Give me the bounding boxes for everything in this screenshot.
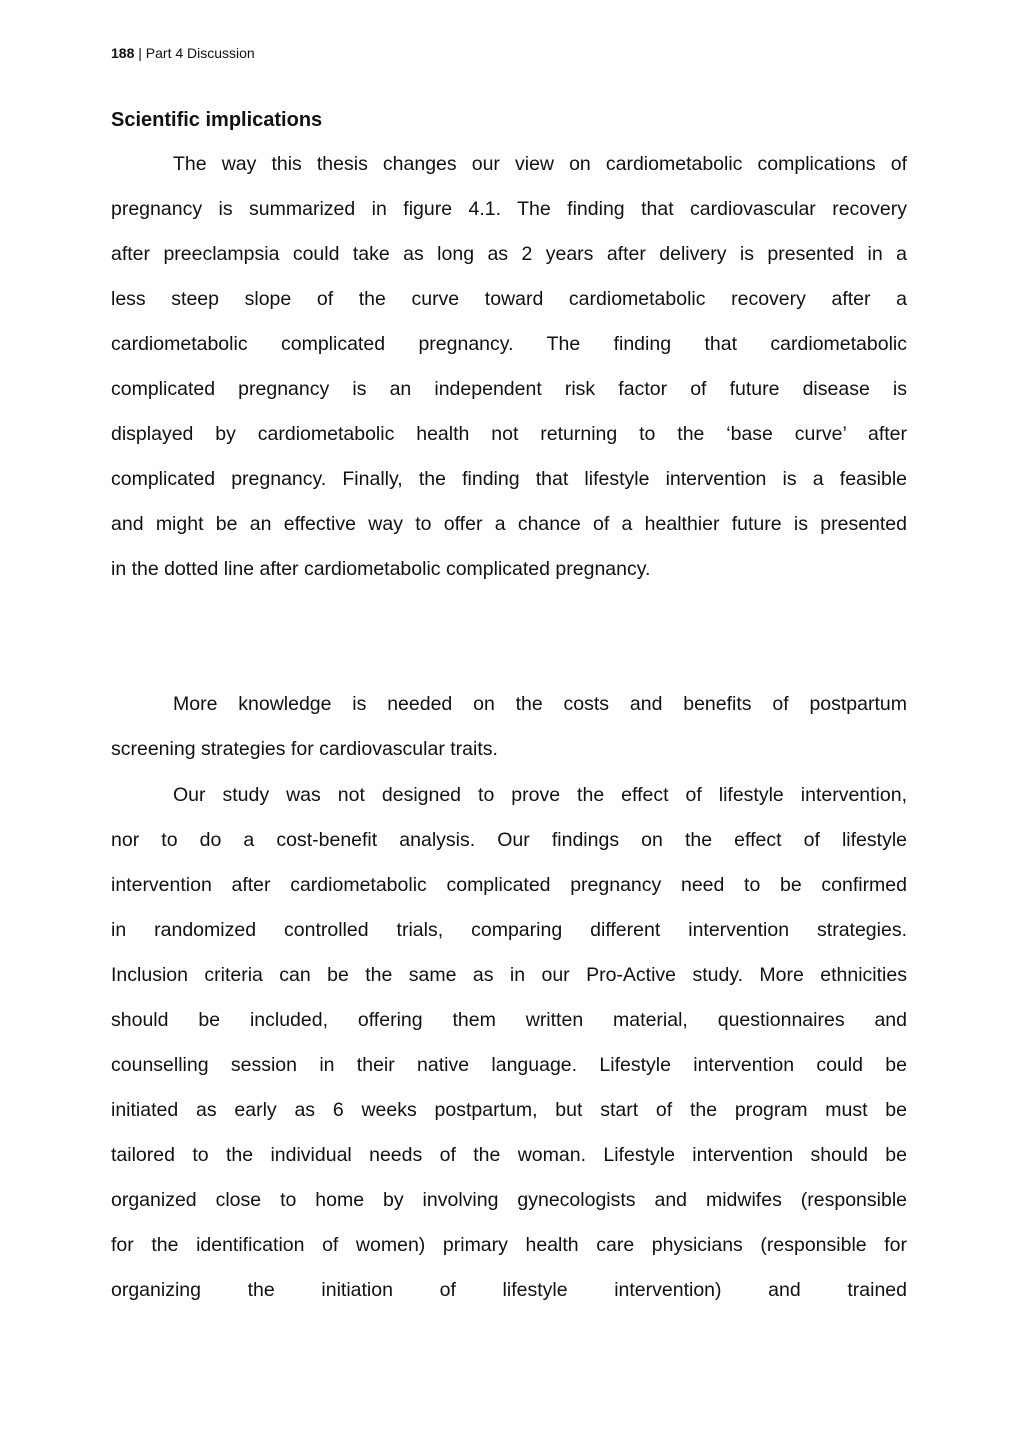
text-line: organizing the initiation of lifestyle intervention) and trained <box>111 1279 907 1301</box>
header-section: Part 4 Discussion <box>145 45 255 61</box>
text-line: The way this thesis changes our view on cardiometabolic complications of <box>173 153 907 175</box>
paragraph-study-limitations <box>111 773 907 1313</box>
text-line: and might be an effective way to offer a chance of a healthier future is presented <box>111 513 907 535</box>
paragraph-scientific-implications <box>111 142 907 592</box>
section-heading: Scientific implications <box>111 109 323 131</box>
text-line: More knowledge is needed on the costs and benefits of postpartum <box>173 693 907 715</box>
running-header <box>111 45 255 61</box>
text-line: nor to do a cost-benefit analysis. Our findings on the effect of lifestyle <box>111 829 907 851</box>
text-line: initiated as early as 6 weeks postpartum, but start of the program must be <box>111 1099 907 1121</box>
text-line: in randomized controlled trials, comparing different intervention strategies. <box>111 919 907 941</box>
text-line: displayed by cardiometabolic health not returning to the ‘base curve’ after <box>111 423 907 445</box>
page-number: 188 <box>111 45 135 61</box>
text-line: pregnancy is summarized in figure 4.1. The finding that cardiovascular recovery <box>111 198 907 220</box>
text-line: organized close to home by involving gynecologists and midwifes (responsible <box>111 1189 907 1211</box>
header-separator: | <box>138 45 142 61</box>
text-line: less steep slope of the curve toward cardiometabolic recovery after a <box>111 288 907 310</box>
text-line: Our study was not designed to prove the effect of lifestyle intervention, <box>173 784 907 806</box>
text-line: for the identification of women) primary health care physicians (responsible for <box>111 1234 907 1256</box>
text-line: should be included, offering them written material, questionnaires and <box>111 1009 907 1031</box>
text-line: intervention after cardiometabolic complicated pregnancy need to be confirmed <box>111 874 907 896</box>
text-line: counselling session in their native language. Lifestyle intervention could be <box>111 1054 907 1076</box>
text-line: complicated pregnancy. Finally, the finding that lifestyle intervention is a feasible <box>111 468 907 490</box>
text-line: complicated pregnancy is an independent risk factor of future disease is <box>111 378 907 400</box>
paragraph-postpartum-screening <box>111 682 907 772</box>
text-line: after preeclampsia could take as long as 2 years after delivery is presented in a <box>111 243 907 265</box>
text-line: tailored to the individual needs of the woman. Lifestyle intervention should be <box>111 1144 907 1166</box>
text-line: cardiometabolic complicated pregnancy. The finding that cardiometabolic <box>111 333 907 355</box>
text-line: screening strategies for cardiovascular traits. <box>111 738 498 760</box>
text-line: in the dotted line after cardiometabolic complicated pregnancy. <box>111 558 651 580</box>
text-line: Inclusion criteria can be the same as in our Pro-Active study. More ethnicities <box>111 964 907 986</box>
